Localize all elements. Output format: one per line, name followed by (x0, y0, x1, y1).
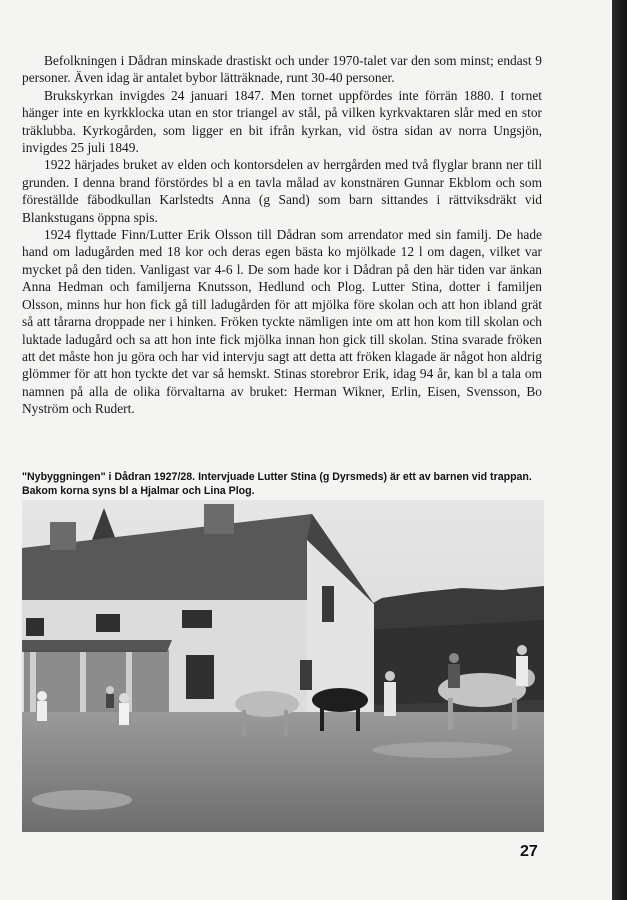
paragraph-population: Befolkningen i Dådran minskade drastiskt och under 1970-talet var den som minst; endast 9 personer. Även idag är antalet bybor lätträknade, runt 30-40 personer. (22, 53, 542, 86)
paragraph-church: Brukskyrkan invigdes 24 januari 1847. Men tornet uppfördes inte förrän 1880. I tornet hänger inte en kyrkklocka utan en stor triangel av stål, på vilken kyrkvaktaren slår med en stor träklubba. Kyrkogården, som ligger en bit ifrån kyrkan, vid östra sidan av norra Ungsjön, invigdes 25 juli 1849. (22, 87, 542, 156)
paragraph-fire: 1922 härjades bruket av elden och kontorsdelen av herrgården med två flyglar brann ner till grunden. I denna brand förstördes bl a en tavla målad av konstnären Gunnar Ekblom och som föreställde fäbodkullan Karlstedts Anna (g Sand) som barn sittandes i rättviksdräkt vid Blankstugans öppna spis. (22, 157, 542, 225)
paragraph-olsson-family: 1924 flyttade Finn/Lutter Erik Olsson till Dådran som arrendator med sin familj. De hade hand om ladugården med 18 kor och deras egen bästa ko mjölkade 12 l om dagen, vilket var mycket på den tiden. Vanligast var 4-6 l. De som hade kor i Dådran på den här tiden var änkan Anna Hedman och familjerna Knutsson, Hedlund och Plog. Lutter Stina, dotter i familjen Olsson, minns hur hon fick gå till ladugården för att mjölka före skolan och att hon ibland grät så att tårarna droppade ner i hinken. Fröken tyckte nämligen inte om att hon kom till skolan och luktade ladugård och sa att hon inte fick mjölka innan hon gick till skolan. Stina svarade fröken att det måste hon ju göra och har vid intervju sagt att detta att fröken klagade är något hon aldrig glömmer för att hon tyckte det var så hemskt. Stinas storebror Erik, idag 94 år, kan bl a tala om namnen på alla de olika förvaltarna av bruket: Herman Wikner, Erlin, Eisen, Svensson, Bo Nyström och Rudert. (22, 227, 542, 417)
page-number: 27 (520, 843, 538, 860)
farmhouse-with-cows-illustration (22, 500, 544, 832)
photo-caption: "Nybyggningen" i Dådran 1927/28. Intervjuade Lutter Stina (g Dyrsmeds) är ett av barnen vid trappan. Bakom korna syns bl a Hjalmar och Lina Plog. (22, 471, 532, 497)
body-text (22, 52, 542, 418)
historic-photo (22, 500, 544, 832)
page-edge (612, 0, 627, 900)
